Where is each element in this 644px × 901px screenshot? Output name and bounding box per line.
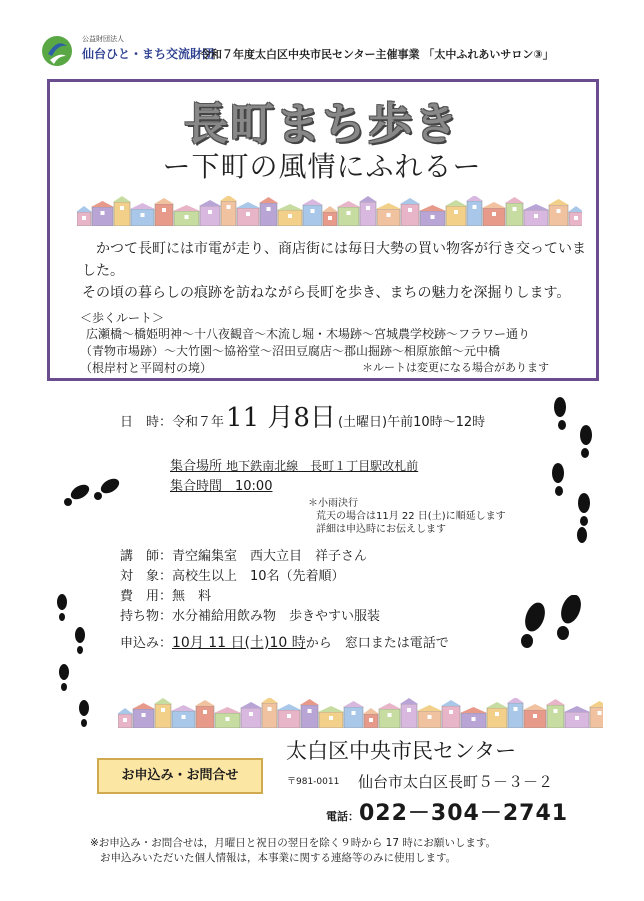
- route-line-1: 広瀬橋～橋姫明神～十八夜観音～木流し堀・木場跡～宮城農学校跡～フラワー通り: [86, 327, 531, 341]
- date-label: 日 時：: [120, 415, 173, 430]
- meeting-place: [170, 455, 418, 474]
- townscape-illustration: [77, 196, 582, 226]
- phone-row: [326, 796, 568, 827]
- event-date: 11 月8日: [226, 403, 336, 433]
- organizer-center-name: 太白区中央市民センター: [286, 739, 517, 763]
- contact-label-box: お申込み・お問合せ: [97, 758, 263, 794]
- intro-paragraph-2: その頃の暮らしの痕跡を訪ねながら長町を歩き、まちの魅力を深掘りします。: [82, 285, 571, 301]
- meeting-time: 集合時間 10:00: [170, 479, 273, 494]
- contact-hours-note: ※お申込み・お問合せは，月曜日と祝日の翌日を除く９時から 17 時にお願いします。: [90, 837, 496, 849]
- meeting-place-value: 地下鉄南北線 長町１丁目駅改札前: [226, 459, 419, 473]
- route-line-3: （根岸村と平岡村の境）: [80, 361, 213, 375]
- page-title: 長町まち歩き: [184, 99, 460, 150]
- intro-paragraph-1: かつて長町には市電が走り、商店街には毎日大勢の買い物客が行き交っていました。: [82, 241, 586, 279]
- application-method: から 窓口または電話で: [305, 636, 449, 651]
- postal-code: 〒981-0011: [287, 777, 340, 787]
- event-time: 午前10時～12時: [387, 415, 486, 430]
- address: 仙台市太白区長町５－３－２: [358, 773, 554, 791]
- target-info: 対 象：高校生以上 10名（先着順）: [120, 569, 345, 584]
- meeting-place-label: 集合場所: [170, 459, 223, 474]
- route-heading: ＜歩くルート＞: [80, 311, 165, 325]
- details-note: 詳細は申込時にお伝えします: [316, 524, 446, 535]
- application-label: 申込み：: [120, 636, 173, 651]
- application-date: 10月 11 日(土)10 時: [172, 635, 306, 651]
- rain-policy-note: ＊小雨決行: [308, 498, 358, 509]
- date-era: 令和７年: [172, 415, 225, 430]
- foundation-logo-icon: [40, 34, 74, 68]
- privacy-note: お申込みいただいた個人情報は，本事業に関する連絡等のみに使用します。: [100, 852, 457, 864]
- org-name: 仙台ひと・まち交流財団: [82, 47, 215, 61]
- shoe-prints-icon: [515, 595, 595, 655]
- footprints-icon: [540, 395, 610, 555]
- org-type-label: 公益財団法人: [82, 35, 124, 43]
- lecturer-info: 講 師：青空編集室 西大立目 祥子さん: [120, 549, 368, 564]
- event-weekday: (土曜日): [337, 415, 388, 430]
- route-change-note: ＊ルートは変更になる場合があります: [362, 361, 549, 374]
- event-series-description: 令和７年度太白区中央市民センター主催事業 「太中ふれあいサロン③」: [200, 48, 554, 61]
- route-line-2: （青物市場跡）～大竹園～協裕堂～沼田豆腐店～郡山掘跡～相原旅館～元中橋: [80, 344, 501, 358]
- phone-number: 022－304－2741: [359, 801, 569, 826]
- townscape-illustration: [118, 698, 603, 728]
- phone-label: 電話：: [326, 810, 359, 823]
- page-subtitle: ー下町の風情にふれるー: [162, 150, 482, 183]
- footprints-icon: [62, 470, 132, 510]
- event-date-row: [120, 397, 485, 434]
- fee-info: 費 用：無 料: [120, 589, 212, 604]
- items-to-bring-info: 持ち物：水分補給用飲み物 歩きやすい服装: [120, 609, 381, 624]
- footprints-icon: [50, 590, 100, 750]
- application-info: [120, 632, 449, 652]
- postpone-note: 荒天の場合は11月 22 日(土)に順延します: [316, 511, 506, 522]
